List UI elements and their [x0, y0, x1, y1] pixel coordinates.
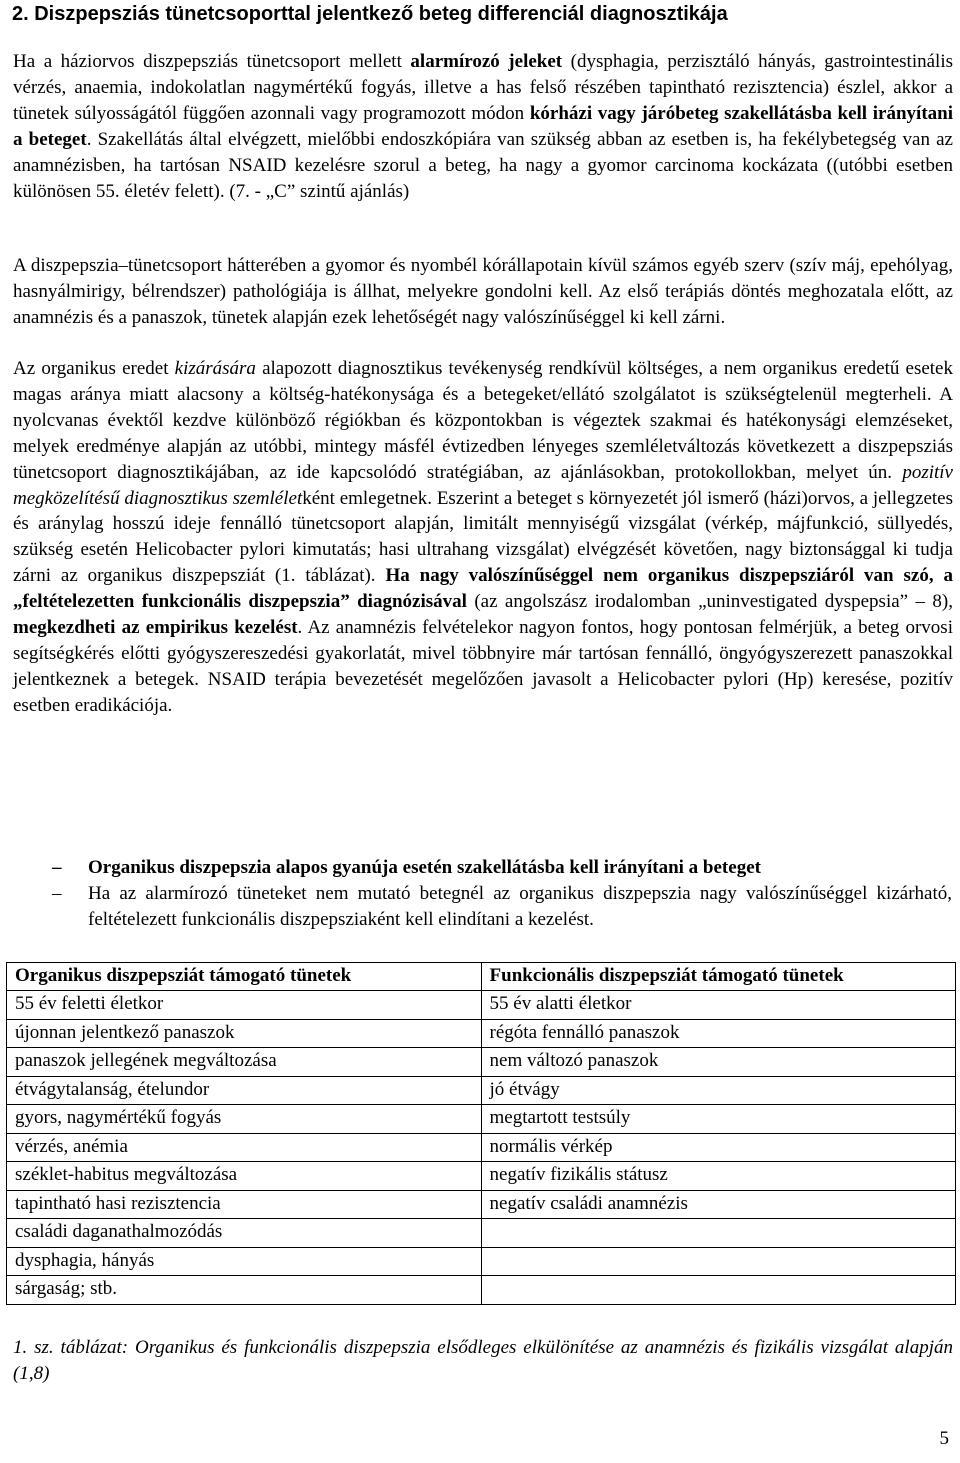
paragraph-positive-approach	[13, 356, 953, 719]
para3-italic-1: kizárására	[174, 358, 256, 379]
table-row	[7, 1162, 956, 1191]
para1-bold-1: alarmírozó jeleket	[410, 51, 563, 72]
table-caption: 1. sz. táblázat: Organikus és funkcionális diszpepszia elsődleges elkülönítése az anamnézis és fizikális vizsgálat alapján (1,8)	[13, 1337, 953, 1384]
paragraph-differential	[13, 253, 953, 331]
header-organic: Organikus diszpepsziát támogató tünetek	[7, 963, 482, 991]
paragraph-alarm-signs	[13, 49, 953, 204]
organic-symptom-cell: széklet-habitus megváltozása	[7, 1162, 482, 1191]
page-number: 5	[939, 1428, 949, 1449]
list-item	[52, 881, 952, 933]
list-item-text: Organikus diszpepszia alapos gyanúja esetén szakellátásba kell irányítani a beteget	[88, 857, 761, 878]
dash-bullet: –	[52, 882, 62, 904]
para3-text-5: . Az anamnézis felvételekor nagyon fontos, hogy pontosan felmérjük, a beteg orvosi segítségkérés előtti gyógyszereszedési gyakorlatát, mivel többnyire már tartósan fennálló, öngyógyszerezett panaszokkal jelentkeznek a betegek. NSAID terápia bevezetését megelőzően javasolt a Helicobacter pylori (Hp) keresése, pozitív esetben eradikációja.	[13, 617, 953, 716]
table-row	[7, 1247, 956, 1276]
table-row	[7, 1276, 956, 1305]
para3-text-4: (az angolszász irodalomban „uninvestigated dyspepsia” – 8),	[466, 591, 953, 613]
symptoms-table	[6, 962, 956, 1305]
functional-symptom-cell: 55 év alatti életkor	[481, 991, 955, 1020]
table-body	[7, 991, 956, 1305]
organic-symptom-cell: 55 év feletti életkor	[7, 991, 482, 1020]
functional-symptom-cell: régóta fennálló panaszok	[481, 1019, 955, 1048]
section-heading: 2. Diszpepsziás tünetcsoporttal jelentkező beteg differenciál diagnosztikája	[12, 3, 728, 25]
organic-symptom-cell: panaszok jellegének megváltozása	[7, 1048, 482, 1077]
organic-symptom-cell: tapintható hasi rezisztencia	[7, 1190, 482, 1219]
para3-text-1: Az organikus eredet	[13, 358, 175, 379]
functional-symptom-cell: normális vérkép	[481, 1133, 955, 1162]
list-item-text: Ha az alarmírozó tüneteket nem mutató betegnél az organikus diszpepszia nagy valószínűséggel kizárható, feltételezett funkcionális diszpepsziaként kell elindítani a kezelést.	[88, 882, 952, 930]
list-item	[52, 855, 952, 881]
functional-symptom-cell: megtartott testsúly	[481, 1105, 955, 1134]
para1-text-2: (dysphagia, perzisztáló hányás, gastrointestinális vérzés, anaemia, indokolatlan nagymértékű fogyás, illetve a has felső részében tapintható rezisztencia) észlel, akkor a tünetek súlyosságától függően azonnali vagy programozott módon	[13, 51, 954, 124]
organic-symptom-cell: családi daganathalmozódás	[7, 1219, 482, 1248]
header-functional: Funkcionális diszpepsziát támogató tünetek	[481, 963, 955, 991]
functional-symptom-cell	[481, 1276, 955, 1305]
table-row	[7, 1076, 956, 1105]
functional-symptom-cell: jó étvágy	[481, 1076, 955, 1105]
functional-symptom-cell: negatív családi anamnézis	[481, 1190, 955, 1219]
para3-bold-1: Ha nagy valószínűséggel nem organikus diszpepsziáról van szó, a „feltételezetten funkcionális diszpepszia” diagnózisával	[13, 565, 953, 613]
organic-symptom-cell: dysphagia, hányás	[7, 1247, 482, 1276]
para3-bold-2: megkezdheti az empirikus kezelést	[13, 617, 298, 639]
table-row	[7, 1048, 956, 1077]
table-row	[7, 1019, 956, 1048]
para1-text-1: Ha a háziorvos diszpepsziás tünetcsoport mellett	[13, 51, 411, 72]
table-row	[7, 1133, 956, 1162]
organic-symptom-cell: sárgaság; stb.	[7, 1276, 482, 1305]
functional-symptom-cell	[481, 1247, 955, 1276]
organic-symptom-cell: újonnan jelentkező panaszok	[7, 1019, 482, 1048]
table-row	[7, 1105, 956, 1134]
table-row	[7, 991, 956, 1020]
para3-italic-2: pozitív megközelítésű diagnosztikus szemlélet	[13, 461, 953, 509]
functional-symptom-cell	[481, 1219, 955, 1248]
organic-symptom-cell: étvágytalanság, ételundor	[7, 1076, 482, 1105]
organic-symptom-cell: gyors, nagymértékű fogyás	[7, 1105, 482, 1134]
para3-text-3: ként emlegetnek. Eszerint a beteget s környezetét jól ismerő (házi)orvos, a jellegzetes és aránylag hosszú ideje fennálló tünetcsoport alapján, limitált mennyiségű vizsgálat (vérkép, májfunkció, süllyedés, szükség esetén Helicobacter pylori kimutatás; hasi ultrahang vizsgálat) elvégzését követően, nagy biztonsággal ki tudja zárni az organikus diszpepsziát (1. táblázat).	[13, 487, 953, 587]
table-header-row	[7, 963, 956, 991]
organic-symptom-cell: vérzés, anémia	[7, 1133, 482, 1162]
functional-symptom-cell: negatív fizikális státusz	[481, 1162, 955, 1191]
table-row	[7, 1219, 956, 1248]
para1-bold-2: kórházi vagy járóbeteg szakellátásba kell irányítani a beteget	[13, 102, 954, 150]
dash-bullet: –	[52, 857, 62, 878]
para2-text: A diszpepszia–tünetcsoport hátterében a gyomor és nyombél kórállapotain kívül számos egyéb szerv (szív máj, epehólyag, hasnyálmirigy, bélrendszer) pathológiája is állhat, melyekre gondolni kell. Az első terápiás döntés meghozatala előtt, az anamnézis és a panaszok, tünetek alapján ezek lehetőségét nagy valószínűséggel ki kell zárni.	[13, 255, 953, 328]
functional-symptom-cell: nem változó panaszok	[481, 1048, 955, 1077]
recommendation-list	[52, 855, 952, 933]
table-row	[7, 1190, 956, 1219]
para1-text-3: . Szakellátás által elvégzett, mielőbbi endoszkópiára van szükség abban az esetben is, ha fekélybetegség van az anamnézisben, ha tartósan NSAID kezelésre szorul a beteg, ha nagy a gyomor carcinoma kockázata ((utóbbi esetben különösen 55. életév felett). (7. - „C” szintű ajánlás)	[13, 128, 953, 202]
para3-text-2: alapozott diagnosztikus tevékenység rendkívül költséges, a nem organikus eredetű esetek magas aránya miatt alacsony a költség-hatékonysága és a betegeket/ellátó szolgálatot is szükségtelenül megterheli. A nyolcvanas évektől kezdve különböző régiókban és központokban is végeztek szakmai és hatékonysági elemzéseket, melyek eredménye alapján az utóbbi, mintegy másfél évtizedben lényeges szemléletváltozás következett a diszpepsziás tünetcsoport diagnosztikájában, az ide kapcsolódó stratégiában, az ajánlásokban, protokollokban, melyet ún.	[13, 358, 953, 483]
